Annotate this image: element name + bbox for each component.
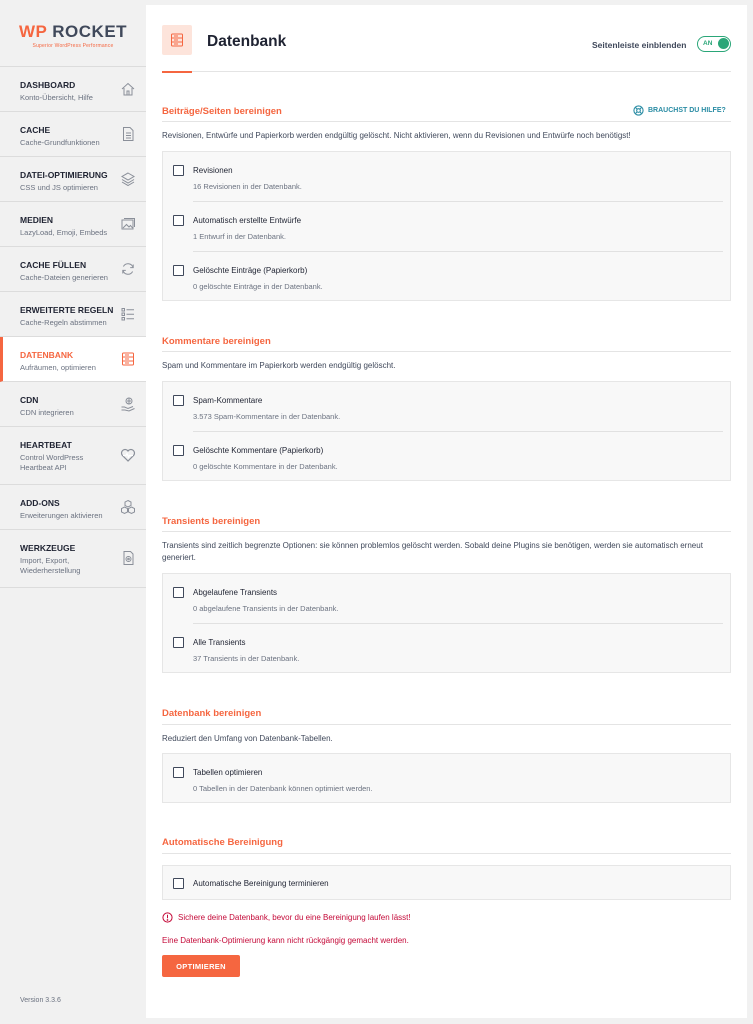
section-title-transients: Transients bereinigen — [162, 516, 261, 527]
main-content — [146, 5, 747, 1018]
expired-transients-checkbox[interactable] — [173, 587, 184, 598]
options-box-posts: Revisionen 16 Revisionen in der Datenbank. Automatisch erstellte Entwürfe 1 Entwurf in der Datenbank. Gelöschte Einträge (Papierkorb) 0 gelöschte Einträge in der Datenbank. — [162, 151, 731, 301]
options-box-auto-cleanup: Automatische Bereinigung terminieren — [162, 865, 731, 900]
option-divider — [193, 431, 723, 432]
options-box-database: Tabellen optimieren 0 Tabellen in der Datenbank können optimiert werden. — [162, 753, 731, 803]
section-title-comments: Kommentare bereinigen — [162, 336, 271, 347]
alert-icon — [162, 912, 173, 923]
sidebar-toggle[interactable] — [697, 36, 731, 52]
refresh-icon — [120, 261, 136, 277]
list-icon — [120, 306, 136, 322]
spam-comments-checkbox[interactable] — [173, 395, 184, 406]
boxes-icon — [120, 499, 136, 515]
cdn-hand-icon — [120, 396, 136, 412]
sidebar — [0, 0, 146, 1024]
trashed-comments-checkbox[interactable] — [173, 445, 184, 456]
schedule-cleanup-checkbox[interactable] — [173, 878, 184, 889]
section-desc-posts: Revisionen, Entwürfe und Papierkorb werden endgültig gelöscht. Nicht aktivieren, wenn du Revisionen und Entwürfe noch benötigst! — [162, 131, 631, 140]
option-divider — [193, 201, 723, 202]
revisions-checkbox[interactable] — [173, 165, 184, 176]
section-title-posts: Beiträge/Seiten bereinigen — [162, 106, 282, 117]
logo-title: WP ROCKET — [18, 21, 128, 41]
help-link[interactable]: BRAUCHST DU HILFE? — [633, 105, 726, 116]
database-icon — [120, 351, 136, 367]
section-rule — [162, 531, 731, 532]
sidebar-item-media[interactable]: MEDIEN LazyLoad, Emoji, Embeds — [0, 202, 146, 247]
section-rule — [162, 351, 731, 352]
toggle-state-label: AN — [703, 40, 713, 47]
section-title-database: Datenbank bereinigen — [162, 708, 262, 719]
sidebar-item-tools[interactable]: WERKZEUGE Import, Export, Wiederherstellung — [0, 530, 146, 588]
option-divider — [193, 623, 723, 624]
irreversible-warning: Eine Datenbank-Optimierung kann nicht rückgängig gemacht werden. — [162, 936, 409, 945]
page-title: Datenbank — [207, 33, 287, 50]
trashed-posts-checkbox[interactable] — [173, 265, 184, 276]
section-rule — [162, 121, 731, 122]
section-desc-transients: Transients sind zeitlich begrenzte Optionen: sie können problemlos gelöscht werden. Sobald deine Plugins sie benötigen, werden sie automatisch erneut generiert. — [162, 541, 703, 562]
section-title-auto-cleanup: Automatische Bereinigung — [162, 837, 283, 848]
heartbeat-icon — [120, 447, 136, 463]
tools-icon — [120, 550, 136, 566]
sidebar-item-cdn[interactable]: CDN CDN integrieren — [0, 382, 146, 427]
optimize-tables-checkbox[interactable] — [173, 767, 184, 778]
section-desc-comments: Spam und Kommentare im Papierkorb werden endgültig gelöscht. — [162, 361, 396, 370]
options-box-transients: Abgelaufene Transients 0 abgelaufene Transients in der Datenbank. Alle Transients 37 Transients in der Datenbank. — [162, 573, 731, 673]
header-underline — [162, 71, 192, 73]
backup-warning: Sichere deine Datenbank, bevor du eine Bereinigung laufen lässt! — [162, 912, 411, 923]
images-icon — [120, 216, 136, 232]
file-icon — [120, 126, 136, 142]
toggle-knob — [718, 38, 729, 49]
sidebar-item-dashboard[interactable]: DASHBOARD Konto-Übersicht, Hilfe — [0, 67, 146, 112]
sidebar-item-heartbeat[interactable]: HEARTBEAT Control WordPress Heartbeat API — [0, 427, 146, 485]
sidebar-toggle-label: Seitenleiste einblenden — [592, 40, 687, 50]
wp-rocket-logo[interactable] — [0, 0, 146, 66]
page-header — [162, 5, 731, 72]
options-box-comments: Spam-Kommentare 3.573 Spam-Kommentare in der Datenbank. Gelöschte Kommentare (Papierkorb) 0 gelöschte Kommentare in der Datenbank. — [162, 381, 731, 481]
all-transients-checkbox[interactable] — [173, 637, 184, 648]
sidebar-nav — [0, 66, 146, 588]
sidebar-item-file-optimization[interactable]: DATEI-OPTIMIERUNG CSS und JS optimieren — [0, 157, 146, 202]
header-database-icon — [162, 25, 192, 55]
version-label: Version 3.3.6 — [20, 997, 61, 1004]
sidebar-item-preload[interactable]: CACHE FÜLLEN Cache-Dateien generieren — [0, 247, 146, 292]
sidebar-item-cache[interactable]: CACHE Cache-Grundfunktionen — [0, 112, 146, 157]
lifebuoy-icon — [633, 105, 644, 116]
home-icon — [120, 81, 136, 97]
section-rule — [162, 853, 731, 854]
section-rule — [162, 724, 731, 725]
logo-tagline: Superior WordPress Performance — [32, 42, 114, 49]
sidebar-item-database[interactable]: DATENBANK Aufräumen, optimieren — [0, 337, 146, 382]
sidebar-item-advanced-rules[interactable]: ERWEITERTE REGELN Cache-Regeln abstimmen — [0, 292, 146, 337]
auto-drafts-checkbox[interactable] — [173, 215, 184, 226]
option-divider — [193, 251, 723, 252]
optimize-button[interactable]: OPTIMIEREN — [162, 955, 240, 977]
sidebar-item-add-ons[interactable]: ADD-ONS Erweiterungen aktivieren — [0, 485, 146, 530]
layers-icon — [120, 171, 136, 187]
section-desc-database: Reduziert den Umfang von Datenbank-Tabellen. — [162, 734, 333, 743]
